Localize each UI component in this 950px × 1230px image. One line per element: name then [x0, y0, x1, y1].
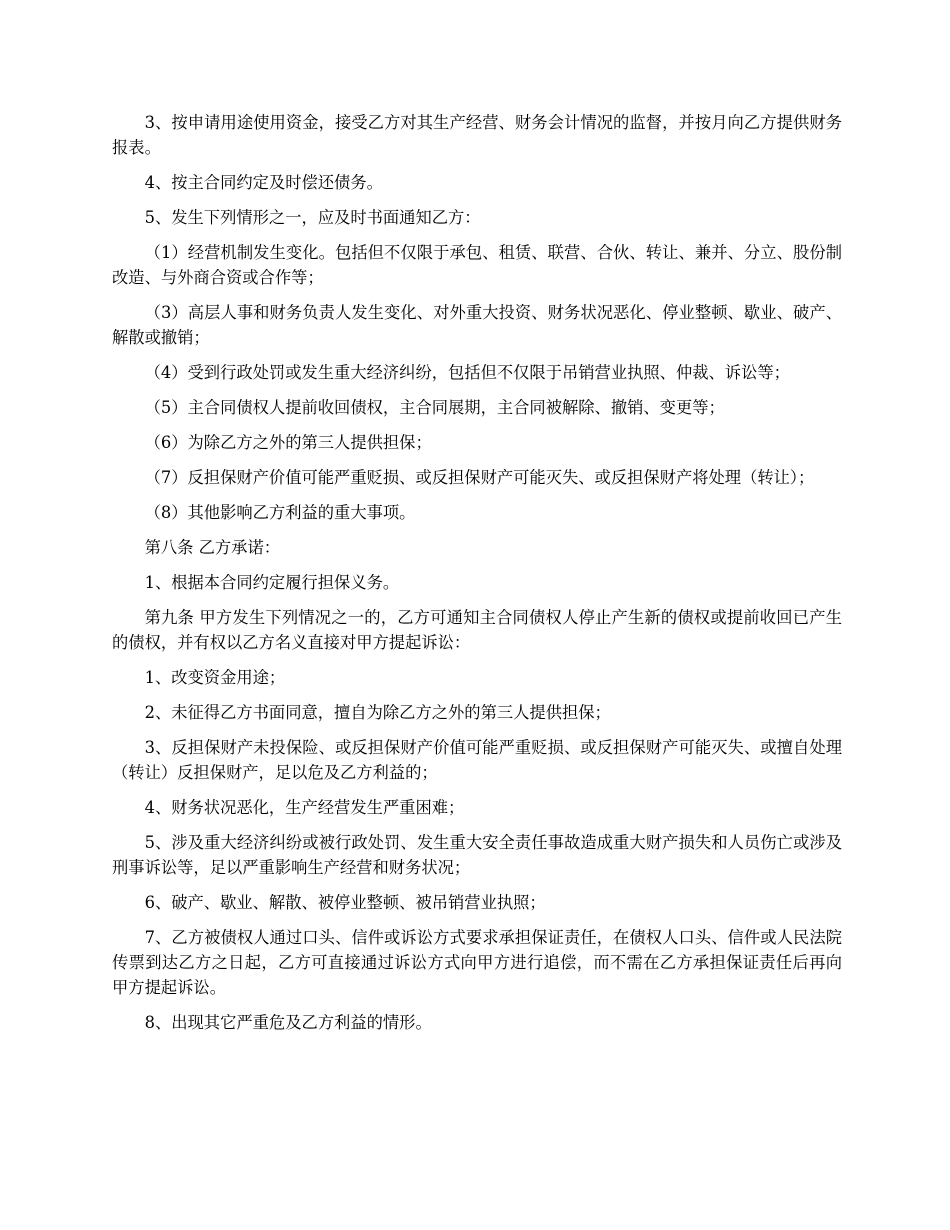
paragraph-item-5: （5）主合同债权人提前收回债权，主合同展期，主合同被解除、撤销、变更等；: [144, 398, 725, 417]
paragraph-clause-3-funds: 3、按申请用途使用资金，接受乙方对其生产经营、财务会计情况的监督，并按月向乙方提供财务报表。: [112, 113, 842, 157]
paragraph-item-3: （3）高层人事和财务负责人发生变化、对外重大投资、财务状况恶化、停业整顿、歇业、破产、解散或撤销；: [112, 303, 842, 347]
paragraph-item-6: （6）为除乙方之外的第三人提供担保；: [144, 433, 432, 452]
paragraph-article-9-item-3: 3、反担保财产未投保险、或反担保财产价值可能严重贬损、或反担保财产可能灭失、或擅自处理（转让）反担保财产，足以危及乙方利益的；: [112, 738, 842, 782]
paragraph-clause-4-repay: 4、按主合同约定及时偿还债务。: [144, 173, 383, 192]
paragraph-article-9-item-8: 8、出现其它严重危及乙方利益的情形。: [144, 1013, 432, 1032]
document-page: [112, 110, 842, 1045]
article-8-heading: 第八条 乙方承诺：: [144, 538, 281, 557]
paragraph-article-9-item-6: 6、破产、歇业、解散、被停业整顿、被吊销营业执照；: [144, 893, 546, 912]
paragraph-clause-5-notify: 5、发生下列情形之一，应及时书面通知乙方：: [144, 208, 481, 227]
paragraph-article-9-item-4: 4、财务状况恶化，生产经营发生严重困难；: [144, 798, 465, 817]
article-9-heading: 第九条 甲方发生下列情况之一的，乙方可通知主合同债权人停止产生新的债权或提前收回已产生的债权，并有权以乙方名义直接对甲方提起诉讼：: [112, 608, 842, 652]
paragraph-article-9-item-7: 7、乙方被债权人通过口头、信件或诉讼方式要求承担保证责任，在债权人口头、信件或人民法院传票到达乙方之日起，乙方可直接通过诉讼方式向甲方进行追偿，而不需在乙方承担保证责任后再向甲方提起诉讼。: [112, 928, 842, 997]
paragraph-item-8: （8）其他影响乙方利益的重大事项。: [144, 503, 416, 522]
paragraph-article-9-item-2: 2、未征得乙方书面同意，擅自为除乙方之外的第三人提供担保；: [144, 703, 611, 722]
paragraph-article-8-item-1: 1、根据本合同约定履行担保义务。: [144, 573, 400, 592]
paragraph-item-7: （7）反担保财产价值可能严重贬损、或反担保财产可能灭失、或反担保财产将处理（转让）；: [144, 468, 815, 487]
paragraph-item-1: （1）经营机制发生变化。包括但不仅限于承包、租赁、联营、合伙、转让、兼并、分立、股份制改造、与外商合资或合作等；: [112, 243, 842, 287]
paragraph-article-9-item-1: 1、改变资金用途；: [144, 668, 286, 687]
paragraph-item-4: （4）受到行政处罚或发生重大经济纠纷，包括但不仅限于吊销营业执照、仲裁、诉讼等；: [144, 363, 790, 382]
paragraph-article-9-item-5: 5、涉及重大经济纠纷或被行政处罚、发生重大安全责任事故造成重大财产损失和人员伤亡或涉及刑事诉讼等，足以严重影响生产经营和财务状况；: [112, 833, 842, 877]
